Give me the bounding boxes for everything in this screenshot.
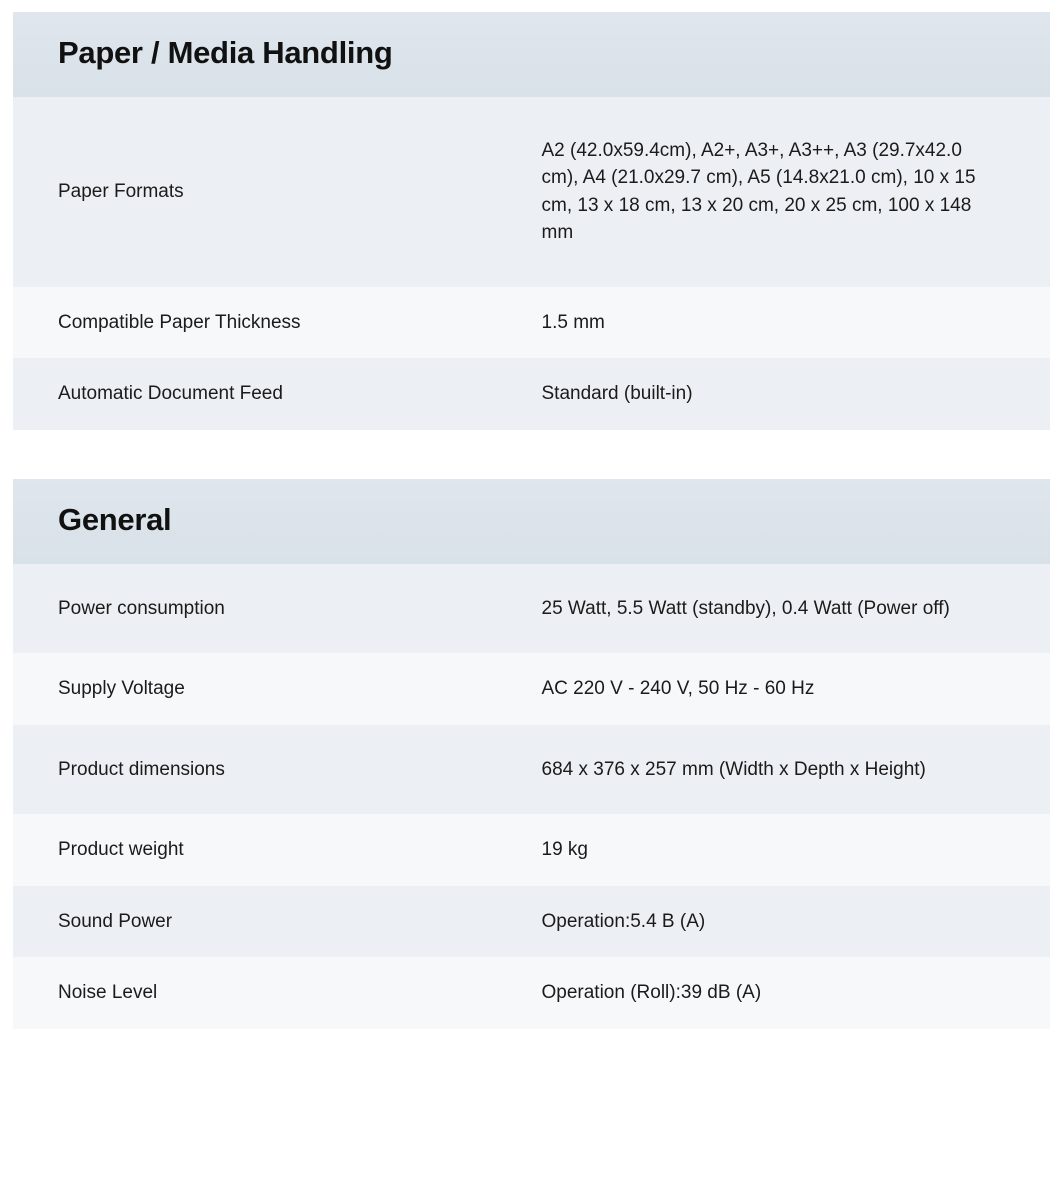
spec-value-product-weight: 19 kg	[541, 839, 588, 861]
spec-label-noise-level: Noise Level	[58, 982, 158, 1004]
spec-table-body	[13, 564, 1050, 1029]
table-row	[13, 564, 1050, 654]
spec-value-compatible-paper-thickness: 1.5 mm	[541, 311, 605, 333]
spec-value-noise-level: Operation (Roll):39 dB (A)	[541, 982, 762, 1004]
table-row	[13, 886, 1050, 958]
table-row	[13, 287, 1050, 359]
spec-table-paper-media-handling	[13, 12, 1050, 430]
spec-value-automatic-document-feed: Standard (built-in)	[541, 383, 693, 405]
spec-label-sound-power: Sound Power	[58, 910, 173, 932]
table-row	[13, 358, 1050, 430]
section-title-paper-media-handling: Paper / Media Handling	[58, 35, 393, 70]
spec-table-head	[13, 12, 1050, 97]
section-title-general: General	[58, 502, 172, 537]
spec-label-power-consumption: Power consumption	[58, 597, 225, 619]
spec-table-body	[13, 97, 1050, 430]
spec-table-head	[13, 479, 1050, 564]
spec-label-supply-voltage: Supply Voltage	[58, 678, 185, 700]
section-header-row	[13, 479, 1050, 564]
spec-label-automatic-document-feed: Automatic Document Feed	[58, 383, 283, 405]
spec-value-sound-power: Operation:5.4 B (A)	[541, 910, 706, 932]
spec-label-compatible-paper-thickness: Compatible Paper Thickness	[58, 311, 301, 333]
spec-label-product-weight: Product weight	[58, 839, 184, 861]
spec-value-paper-formats: A2 (42.0x59.4cm), A2+, A3+, A3++, A3 (29.7x42.0 cm), A4 (21.0x29.7 cm), A5 (14.8x21.0 cm), 10 x 15 cm, 13 x 18 cm, 13 x 20 cm, 20 x 25 cm, 100 x 148 mm	[541, 139, 976, 244]
spec-value-supply-voltage: AC 220 V - 240 V, 50 Hz - 60 Hz	[541, 678, 815, 700]
table-row	[13, 957, 1050, 1029]
table-row	[13, 725, 1050, 815]
spec-table-general	[13, 479, 1050, 1029]
spec-value-product-dimensions: 684 x 376 x 257 mm (Width x Depth x Height)	[541, 758, 926, 780]
section-header-row	[13, 12, 1050, 97]
spec-value-power-consumption: 25 Watt, 5.5 Watt (standby), 0.4 Watt (Power off)	[541, 597, 950, 619]
spec-label-product-dimensions: Product dimensions	[58, 758, 225, 780]
table-row	[13, 653, 1050, 725]
table-row	[13, 97, 1050, 287]
table-row	[13, 814, 1050, 886]
spec-label-paper-formats: Paper Formats	[58, 181, 184, 203]
